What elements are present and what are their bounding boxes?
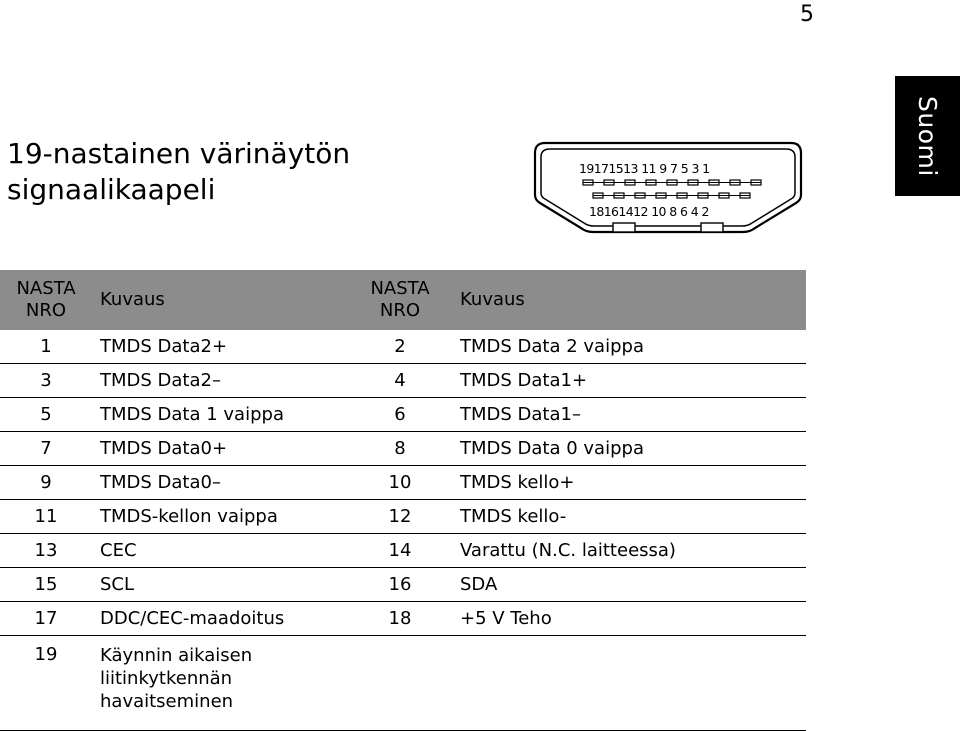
table-row [0, 568, 806, 602]
pin-description: TMDS Data1+ [452, 364, 806, 398]
header-pin-number-right [348, 270, 452, 330]
table-row [0, 500, 806, 534]
connector-bottom-pin-labels: 18161412 10 8 6 4 2 [589, 204, 709, 219]
pin-description: TMDS Data2+ [92, 330, 348, 364]
pin-number: 3 [0, 364, 92, 398]
table-row [0, 330, 806, 364]
pin-number: 2 [348, 330, 452, 364]
pin-description: TMDS Data 0 vaippa [452, 432, 806, 466]
pin-number: 8 [348, 432, 452, 466]
table-row [0, 602, 806, 636]
header-pin-line-1: NASTA [370, 278, 430, 299]
table-row [0, 466, 806, 500]
pin-description: SCL [92, 568, 348, 602]
pin-number: 1 [0, 330, 92, 364]
page-number: 5 [800, 2, 814, 27]
pin-description: TMDS Data0– [92, 466, 348, 500]
pin-number: 19 [0, 636, 92, 731]
table-row [0, 534, 806, 568]
header-pin-line-1: NASTA [16, 278, 76, 299]
header-pin-line-2: NRO [379, 300, 421, 321]
pin-description: TMDS Data 2 vaippa [452, 330, 806, 364]
pin-assignment-table [0, 270, 806, 731]
pin-number: 6 [348, 398, 452, 432]
page-title [7, 136, 447, 208]
pin-number: 7 [0, 432, 92, 466]
pin-description: TMDS kello- [452, 500, 806, 534]
pin-description: TMDS kello+ [452, 466, 806, 500]
table-header-row [0, 270, 806, 330]
pin-number: 12 [348, 500, 452, 534]
pin-number [348, 636, 452, 731]
page-title-line-2: signaalikaapeli [7, 173, 216, 206]
table-row [0, 432, 806, 466]
hdmi-connector-diagram [533, 140, 803, 235]
pin-description: TMDS Data1– [452, 398, 806, 432]
connector-top-pin-labels: 19171513 11 9 7 5 3 1 [579, 161, 710, 176]
table-row [0, 636, 806, 731]
pin-description: +5 V Teho [452, 602, 806, 636]
pin-number: 15 [0, 568, 92, 602]
pin-description: DDC/CEC-maadoitus [92, 602, 348, 636]
pin-number: 14 [348, 534, 452, 568]
language-tab-label: Suomi [913, 95, 942, 177]
pin-description: Käynnin aikaisen liitinkytkennän havaitseminen [92, 636, 348, 731]
pin-number: 10 [348, 466, 452, 500]
language-tab [895, 76, 960, 196]
pin-number: 11 [0, 500, 92, 534]
pin-description [452, 636, 806, 731]
pin-number: 9 [0, 466, 92, 500]
pin-description: TMDS Data 1 vaippa [92, 398, 348, 432]
pin-description: CEC [92, 534, 348, 568]
pin-number: 13 [0, 534, 92, 568]
pin-number: 4 [348, 364, 452, 398]
pin-description: TMDS-kellon vaippa [92, 500, 348, 534]
pin-number: 16 [348, 568, 452, 602]
header-pin-number-left [0, 270, 92, 330]
table-row [0, 364, 806, 398]
header-description-left: Kuvaus [92, 270, 348, 330]
pin-description: Varattu (N.C. laitteessa) [452, 534, 806, 568]
pin-description: TMDS Data2– [92, 364, 348, 398]
page-title-line-1: 19-nastainen värinäytön [7, 137, 351, 170]
pin-number: 17 [0, 602, 92, 636]
connector-notch-right [701, 223, 723, 232]
pin-number: 18 [348, 602, 452, 636]
pin-description: SDA [452, 568, 806, 602]
header-description-right: Kuvaus [452, 270, 806, 330]
pin-description: TMDS Data0+ [92, 432, 348, 466]
header-pin-line-2: NRO [25, 300, 67, 321]
pin-number: 5 [0, 398, 92, 432]
table-row [0, 398, 806, 432]
connector-notch-left [613, 223, 635, 232]
